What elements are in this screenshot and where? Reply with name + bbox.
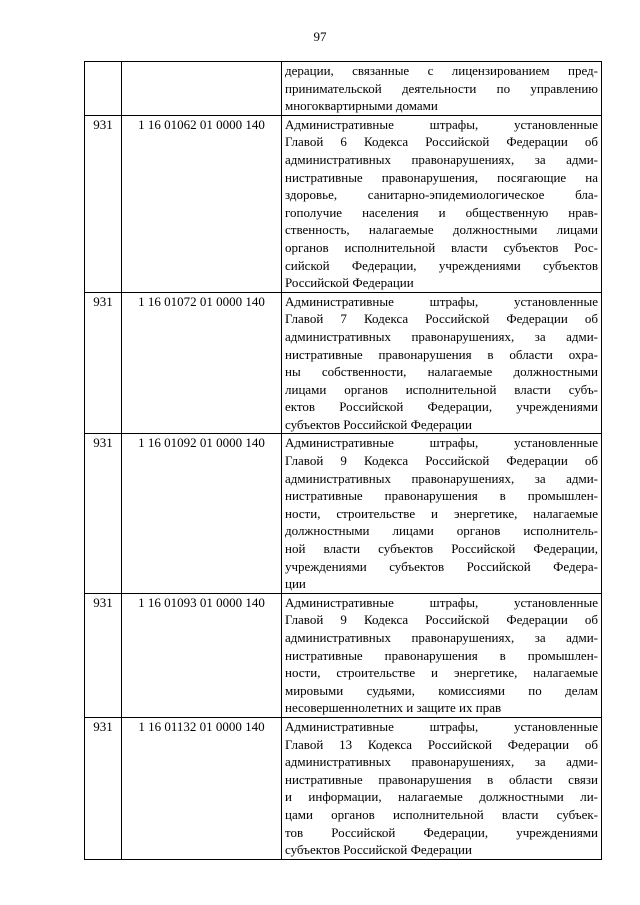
description-line: ности, строительстве и энергетике, налагаемые (285, 505, 598, 521)
description-line: административных правонарушениях, за адми- (285, 328, 598, 344)
description-line: нистративные правонарушения в промышлен- (285, 647, 598, 663)
kbk-code-cell: 1 16 01072 01 0000 140 (122, 292, 282, 434)
table-row (85, 115, 602, 292)
description-line: Главой 13 Кодекса Российской Федерации об (285, 736, 598, 752)
description-line: ности, строительстве и энергетике, налагаемые (285, 665, 598, 681)
description-line: тов Российской Федерации, учреждениями (285, 824, 598, 840)
table-row (85, 593, 602, 717)
description-line: субъектов Российской Федерации (285, 416, 472, 432)
admin-code-cell: 931 (85, 717, 122, 859)
description-line: Главой 6 Кодекса Российской Федерации об (285, 134, 598, 150)
description-line: административных правонарушениях, за адми- (285, 630, 598, 645)
description-line: мировыми судьями, комиссиями по делам (285, 682, 598, 698)
description-line: Главой 7 Кодекса Российской Федерации об (285, 311, 598, 327)
description-cell (282, 434, 602, 593)
description-line: ны собственности, налагаемые должностными (285, 364, 598, 380)
description-cell (282, 115, 602, 292)
description-line: Главой 9 Кодекса Российской Федерации об (285, 453, 598, 469)
page-number: 97 (313, 29, 327, 44)
description-line: субъектов Российской Федерации (285, 842, 472, 858)
table-body (85, 62, 602, 860)
table-row (85, 62, 602, 116)
description-line: принимательской деятельности по управлению (285, 80, 598, 96)
description-line: органов исполнительной власти субъектов Рос- (285, 239, 598, 255)
description-line: учреждениями субъектов Российской Федера- (285, 558, 598, 574)
description-line: Административные штрафы, установленные (285, 293, 598, 309)
description-line: нистративные правонарушения в области охра- (285, 346, 598, 362)
table-row (85, 434, 602, 593)
description-line: Административные штрафы, установленные (285, 435, 598, 451)
description-line: дерации, связанные с лицензированием пред- (285, 63, 598, 78)
description-line: нистративные правонарушения, посягающие на (285, 169, 598, 185)
description-cell (282, 292, 602, 434)
description-line: административных правонарушениях, за адми- (285, 470, 598, 486)
description-line: административных правонарушениях, за адми- (285, 151, 598, 167)
description-cell (282, 717, 602, 859)
description-cell (282, 62, 602, 116)
description-line: лицами органов исполнительной власти субъ- (285, 381, 598, 397)
description-line: несовершеннолетних и защите их прав (285, 700, 502, 716)
description-line: здоровье, санитарно-эпидемиологическое бла- (285, 187, 598, 203)
description-line: должностными лицами органов исполнитель- (285, 523, 598, 539)
description-line: гополучие населения и общественную нрав- (285, 204, 598, 220)
budget-codes-table (84, 61, 602, 860)
description-line: ектов Российской Федерации, учреждениями (285, 399, 598, 415)
table-row (85, 292, 602, 434)
kbk-code-cell: 1 16 01093 01 0000 140 (122, 593, 282, 717)
description-line: и информации, налагаемые должностными ли- (285, 789, 598, 805)
description-line: многоквартирными домами (285, 98, 438, 114)
description-line: Главой 9 Кодекса Российской Федерации об (285, 612, 598, 628)
kbk-code-cell: 1 16 01092 01 0000 140 (122, 434, 282, 593)
description-line: Административные штрафы, установленные (285, 116, 598, 132)
description-line: сийской Федерации, учреждениями субъектов (285, 257, 598, 273)
description-cell (282, 593, 602, 717)
kbk-code-cell (122, 62, 282, 116)
description-line: нистративные правонарушения в промышлен- (285, 488, 598, 504)
description-line: административных правонарушениях, за адми- (285, 754, 598, 770)
description-line: цами органов исполнительной власти субъек- (285, 806, 598, 822)
description-line: ции (285, 576, 306, 592)
table-row (85, 717, 602, 859)
description-line: ственность, налагаемые должностными лицами (285, 222, 598, 238)
description-line: ной власти субъектов Российской Федерации, (285, 541, 598, 557)
admin-code-cell (85, 62, 122, 116)
description-line: Административные штрафы, установленные (285, 594, 598, 610)
admin-code-cell: 931 (85, 115, 122, 292)
admin-code-cell: 931 (85, 292, 122, 434)
kbk-code-cell: 1 16 01132 01 0000 140 (122, 717, 282, 859)
kbk-code-cell: 1 16 01062 01 0000 140 (122, 115, 282, 292)
admin-code-cell: 931 (85, 434, 122, 593)
description-line: Административные штрафы, установленные (285, 718, 598, 734)
admin-code-cell: 931 (85, 593, 122, 717)
description-line: нистративные правонарушения в области связи (285, 771, 598, 787)
description-line: Российской Федерации (285, 275, 414, 291)
